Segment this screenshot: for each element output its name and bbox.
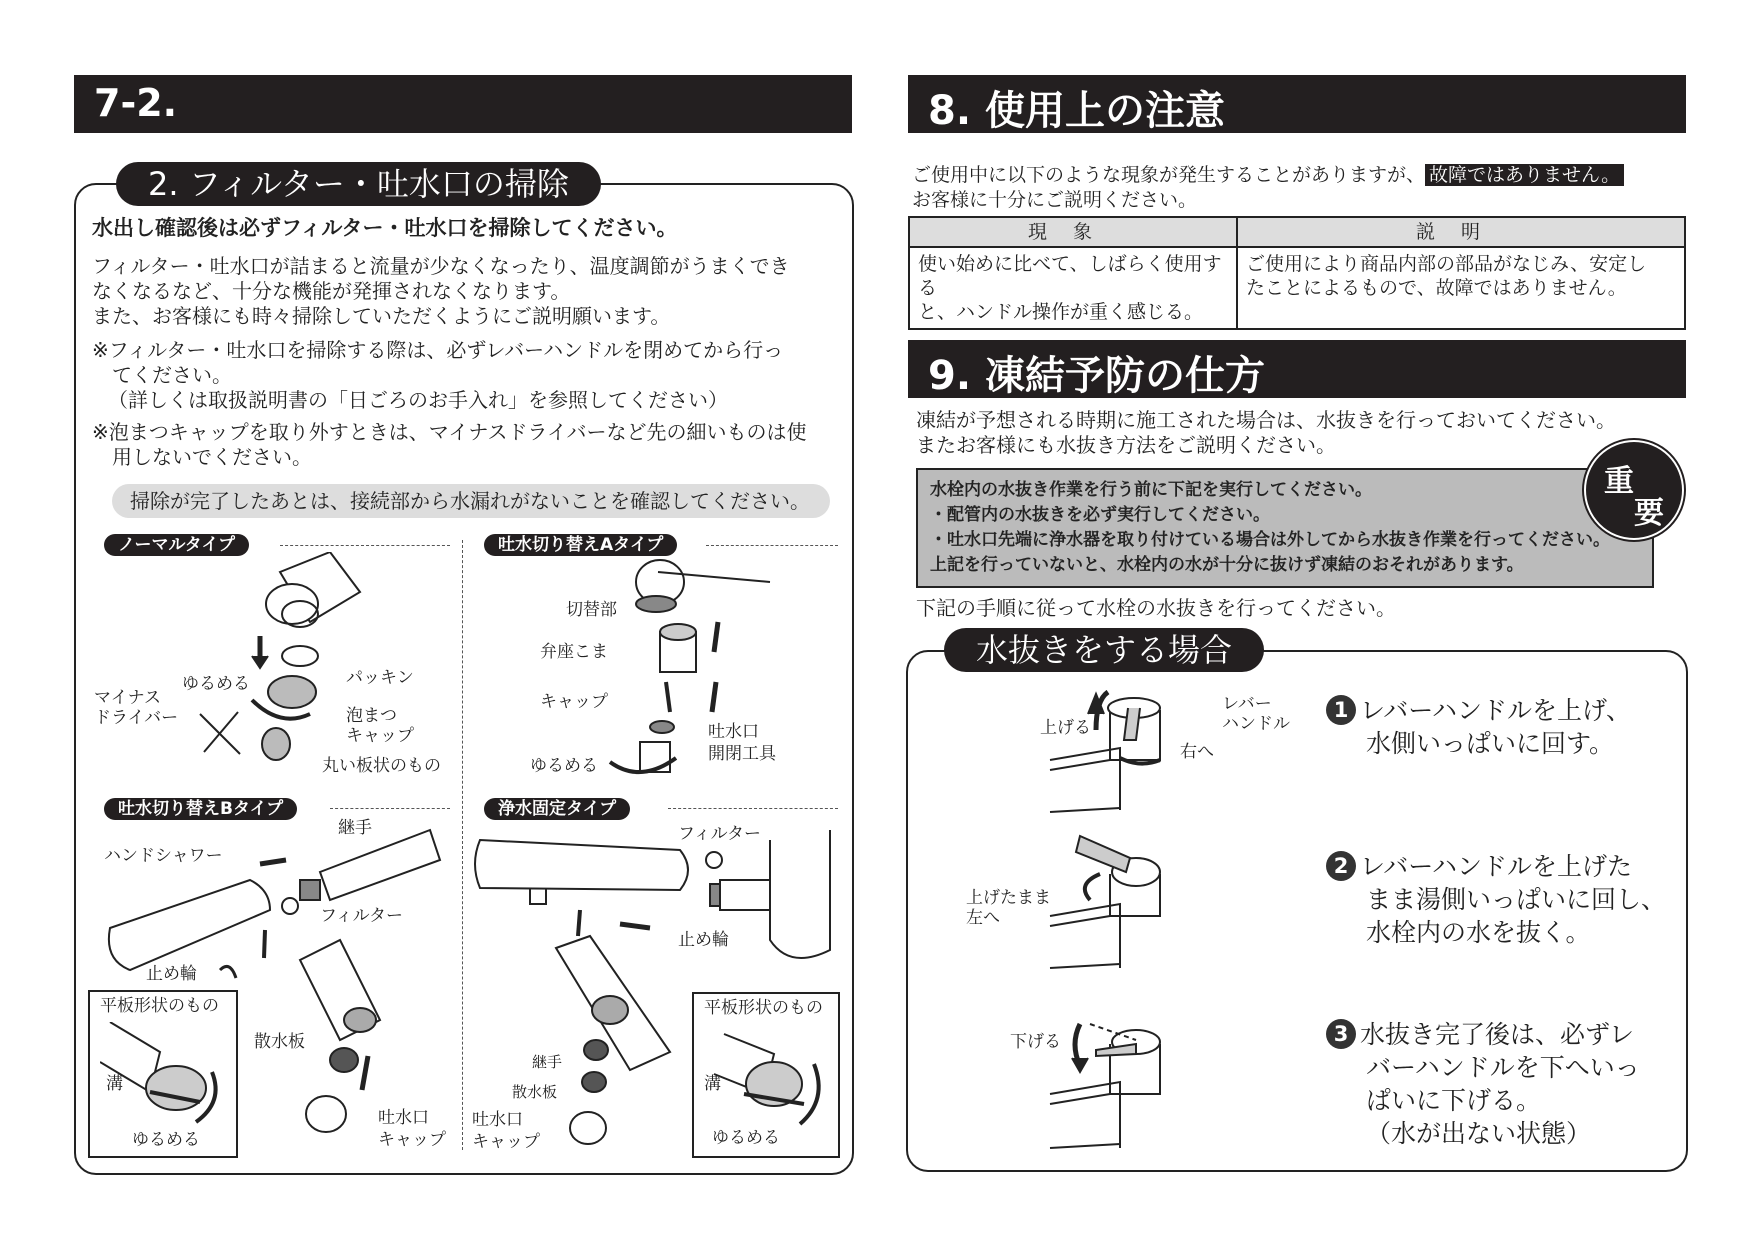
divider-b — [330, 808, 450, 809]
inset-title: 平板形状のもの — [100, 996, 219, 1016]
label-hand-shower: ハンドシャワー — [104, 846, 223, 866]
table-cell — [909, 247, 1237, 329]
inset-groove: 溝 — [704, 1074, 721, 1094]
label-joint: 継手 — [338, 818, 372, 838]
badge-char: 重 — [1604, 464, 1634, 499]
note-lever-closed — [92, 338, 783, 413]
intro-text: ご使用中に以下のような現象が発生することがありますが、 — [912, 164, 1426, 186]
label-b-spout: 吐水口 — [378, 1108, 429, 1128]
freeze-intro — [916, 408, 1616, 458]
col-header-explanation: 説明 — [1237, 217, 1685, 247]
label-driver: ドライバー — [94, 708, 179, 728]
label-minus: マイナス — [94, 688, 161, 708]
step-text: レバーハンドルを上げ、 — [1360, 696, 1632, 725]
fig-label-keep-up: 上げたまま — [966, 888, 1051, 908]
important-line: ・吐水口先端に浄水器を取り付けている場合は外してから水抜き作業を行ってください。 — [930, 530, 1610, 550]
table-cell — [1237, 247, 1685, 329]
step-text: 水抜き完了後は、必ずレ — [1360, 1020, 1635, 1049]
label-b-filter: フィルター — [320, 906, 403, 926]
label-round-plate: 丸い板状のもの — [322, 756, 441, 776]
step-text: ぱいに下げる。 — [1366, 1086, 1542, 1115]
note-line: ※フィルター・吐水口を掃除する際は、必ずレバーハンドルを閉めてから行っ — [92, 338, 784, 362]
step-text: 水側いっぱいに回す。 — [1366, 729, 1615, 758]
step-line — [1326, 850, 1666, 883]
label-spray-plate: 散水板 — [254, 1032, 305, 1052]
label-opener-tool: 開閉工具 — [708, 744, 776, 764]
not-malfunction-highlight: 故障ではありません。 — [1425, 164, 1624, 186]
label-b-spout-cap: キャップ — [378, 1130, 446, 1150]
freeze-line: 凍結が予想される時期に施工された場合は、水抜きを行っておいてください。 — [916, 408, 1616, 432]
note-line: 用しないでください。 — [112, 445, 312, 469]
vertical-divider — [462, 540, 463, 1150]
inset-b-flat-plate — [88, 990, 238, 1158]
important-box — [916, 468, 1654, 588]
para-line: フィルター・吐水口が詰まると流量が少なくなったり、温度調節がうまくでき — [92, 254, 790, 278]
inset-title: 平板形状のもの — [704, 998, 823, 1018]
label-aerator: 泡まつ — [346, 706, 397, 726]
step-text: （水が出ない状態） — [1366, 1119, 1592, 1148]
step-text: まま湯側いっぱいに回し、 — [1366, 885, 1667, 914]
confirm-banner: 掃除が完了したあとは、接続部から水漏れがないことを確認してください。 — [112, 484, 830, 518]
step-number-2: 2 — [1326, 851, 1356, 881]
cell-line: 使い始めに比べて、しばらく使用する — [918, 253, 1222, 299]
step3-faucet-illustration — [1040, 1014, 1190, 1154]
step-number-1: 1 — [1326, 695, 1356, 725]
inset-groove: 溝 — [106, 1074, 123, 1094]
step-line — [1326, 1018, 1640, 1051]
label-loosen: ゆるめる — [182, 674, 250, 694]
section-7-2-header — [74, 75, 852, 133]
label-a-cap: キャップ — [540, 692, 608, 712]
header-text: 7-2. — [94, 81, 178, 125]
label-switch-part: 切替部 — [566, 600, 617, 620]
label-valve-seat: 弁座こま — [540, 642, 608, 662]
step1-faucet-illustration — [1040, 690, 1190, 820]
tag-a-type: 吐水切り替えAタイプ — [484, 534, 677, 556]
freeze-line: またお客様にも水抜き方法をご説明ください。 — [916, 433, 1336, 457]
label-packing: パッキン — [346, 668, 414, 688]
note-line: （詳しくは取扱説明書の「日ごろのお手入れ」を参照してください） — [108, 388, 728, 412]
fig-label-up: 上げる — [1040, 718, 1091, 738]
important-line: 上記を行っていないと、水栓内の水が十分に抜けず凍結のおそれがあります。 — [930, 555, 1524, 575]
label-fixed-stop-ring: 止め輪 — [678, 930, 729, 950]
step-text: バーハンドルを下へいっ — [1366, 1053, 1640, 1082]
description-paragraph — [92, 254, 790, 329]
flat-plate-illustration — [704, 1024, 834, 1134]
phenomenon-table — [908, 216, 1686, 330]
badge-char: 要 — [1634, 496, 1664, 531]
para-line: また、お客様にも時々掃除していただくようにご説明願います。 — [92, 304, 671, 328]
step-2 — [1326, 850, 1666, 949]
section-9-header — [908, 340, 1686, 398]
divider-normal — [280, 545, 450, 546]
cell-line: たことによるもので、故障ではありません。 — [1246, 277, 1627, 299]
inset-loosen: ゆるめる — [712, 1128, 780, 1148]
note-screwdriver — [92, 420, 807, 470]
note-line: ※泡まつキャップを取り外すときは、マイナスドライバーなど先の細いものは使 — [92, 420, 807, 444]
label-fixed-spray-plate: 散水板 — [512, 1083, 558, 1101]
cell-line: ご使用により商品内部の部品がなじみ、安定し — [1246, 253, 1647, 275]
tag-fixed-type: 浄水固定タイプ — [484, 798, 630, 820]
step2-faucet-illustration — [1040, 834, 1190, 974]
label-spout: 吐水口 — [708, 722, 759, 742]
intro-text: お客様に十分にご説明ください。 — [912, 189, 1198, 211]
section-8-intro — [912, 163, 1624, 213]
fig-label-right: 右へ — [1180, 742, 1214, 762]
step-text: 水栓内の水を抜く。 — [1366, 918, 1591, 947]
step-line — [1326, 694, 1631, 727]
inset-loosen: ゆるめる — [132, 1130, 200, 1150]
lead-text: 水出し確認後は必ずフィルター・吐水口を掃除してください。 — [92, 216, 678, 240]
step-text: レバーハンドルを上げた — [1360, 852, 1633, 881]
cell-line: と、ハンドル操作が重く感じる。 — [918, 301, 1204, 323]
fig-label-left: 左へ — [966, 908, 1000, 928]
label-fixed-joint: 継手 — [532, 1053, 563, 1071]
fig-label-lever: レバー — [1222, 694, 1272, 714]
normal-type-illustration — [180, 552, 460, 782]
label-fixed-spout-cap: キャップ — [472, 1132, 540, 1152]
filter-cleaning-title: 2. フィルター・吐水口の掃除 — [116, 162, 601, 206]
label-a-loosen: ゆるめる — [530, 756, 598, 776]
important-line: 水栓内の水抜き作業を行う前に下記を実行してください。 — [930, 480, 1372, 500]
important-badge — [1584, 440, 1684, 540]
col-header-phenomenon: 現象 — [909, 217, 1237, 247]
header-text: 8. 使用上の注意 — [928, 88, 1225, 134]
drain-title: 水抜きをする場合 — [944, 628, 1264, 672]
important-line: ・配管内の水抜きを必ず実行してください。 — [930, 505, 1270, 525]
inset-fixed-flat-plate — [692, 992, 840, 1158]
procedure-text: 下記の手順に従って水栓の水抜きを行ってください。 — [916, 596, 1396, 620]
label-stop-ring: 止め輪 — [146, 964, 197, 984]
step-3 — [1326, 1018, 1640, 1150]
tag-b-type: 吐水切り替えBタイプ — [104, 798, 297, 820]
tag-normal-type: ノーマルタイプ — [104, 534, 249, 556]
para-line: なくなるなど、十分な機能が発揮されなくなります。 — [92, 279, 571, 303]
label-fixed-filter: フィルター — [678, 824, 761, 844]
header-text: 9. 凍結予防の仕方 — [928, 353, 1265, 399]
divider-a — [706, 545, 838, 546]
section-8-header — [908, 75, 1686, 133]
label-fixed-spout: 吐水口 — [472, 1110, 523, 1130]
table-row — [909, 247, 1685, 329]
fig-label-down: 下げる — [1010, 1032, 1061, 1052]
note-line: てください。 — [112, 363, 232, 387]
step-number-3: 3 — [1326, 1019, 1356, 1049]
label-cap: キャップ — [346, 726, 414, 746]
divider-fixed — [668, 808, 838, 809]
step-1 — [1326, 694, 1631, 760]
fig-label-handle: ハンドル — [1222, 714, 1290, 734]
